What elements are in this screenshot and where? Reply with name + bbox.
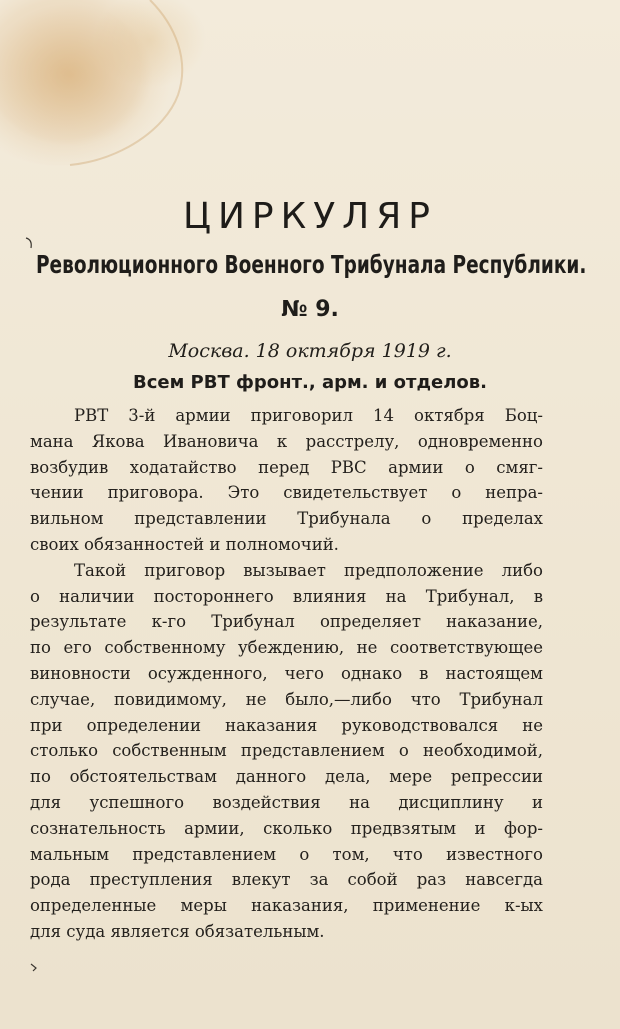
document-subtitle: Революционного Военного Трибунала Республики.	[36, 250, 587, 279]
text-line: чении приговора. Это свидетельствует о непра-	[30, 483, 543, 503]
text-line: рода преступления влекут за собой раз навсегда	[30, 870, 543, 890]
text-line: возбудив ходатайство перед РВС армии о смяг-	[30, 457, 543, 477]
text-line: виновности осужденного, чего однако в настоящем	[30, 663, 543, 683]
circular-number: № 9.	[281, 297, 339, 322]
body-text	[30, 403, 543, 945]
text-line: для успешного воздействия на дисциплину и	[30, 792, 543, 812]
text-line: мана Якова Ивановича к расстрелу, одновременно	[30, 431, 543, 451]
text-line: сознательность армии, сколько предвзятым и фор-	[30, 818, 543, 838]
dateline: Москва. 18 октября 1919 г.	[168, 340, 452, 362]
text-line: своих обязанностей и полномочий.	[30, 534, 339, 554]
text-line: результате к-го Трибунал определяет наказание,	[30, 612, 543, 632]
text-line: по обстоятельствам данного дела, мере репрессии	[30, 767, 543, 787]
text-line: Такой приговор вызывает предположение либо	[74, 560, 543, 580]
text-line: по его собственному убеждению, не соответствующее	[30, 638, 543, 658]
water-stain	[0, 0, 200, 170]
text-line: мальным представлением о том, что известного	[30, 844, 543, 864]
text-line: случае, повидимому, не было,—либо что Трибунал	[30, 689, 543, 709]
paragraph-1	[30, 403, 543, 558]
ink-speck	[24, 236, 36, 252]
paragraph-2	[30, 558, 543, 945]
ink-speck	[30, 962, 40, 972]
text-line: о наличии постороннего влияния на Трибунал, в	[30, 586, 543, 606]
addressee-line: Всем РВТ фронт., арм. и отделов.	[132, 372, 487, 393]
text-line: вильном представлении Трибунала о пределах	[30, 509, 543, 529]
document-title: ЦИРКУЛЯР	[183, 196, 437, 237]
text-line: определенные меры наказания, применение к-ых	[30, 896, 543, 916]
text-line: столько собственным представлением о необходимой,	[30, 741, 543, 761]
text-line: для суда является обязательным.	[30, 921, 325, 941]
text-line: при определении наказания руководствовался не	[30, 715, 543, 735]
text-line: РВТ 3-й армии приговорил 14 октября Боц-	[74, 406, 543, 425]
